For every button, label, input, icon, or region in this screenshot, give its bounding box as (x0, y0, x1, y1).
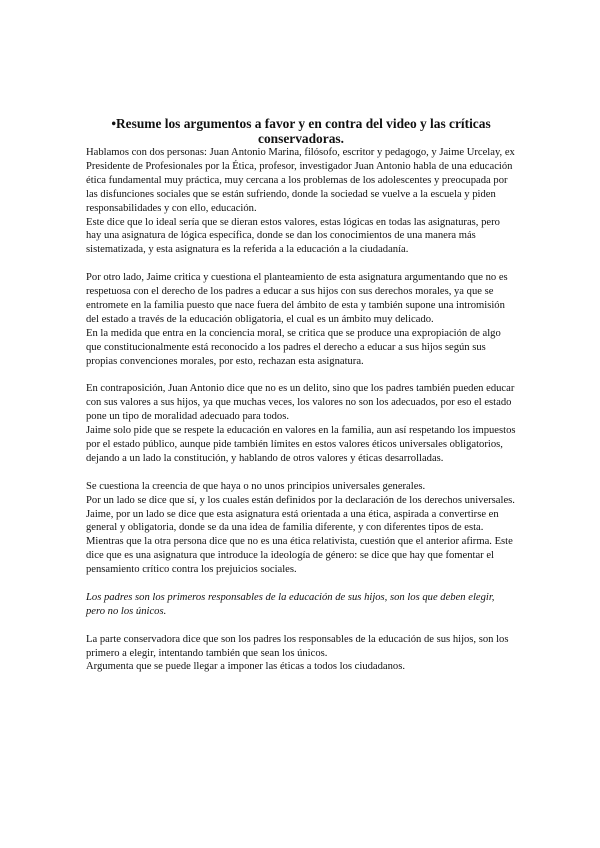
document-page (86, 116, 516, 674)
paragraph-jaime-pide: Jaime solo pide que se respete la educación en valores en la familia, aun así respetando los impuestos por el estado público, aunque pide también límites en estos valores éticos universales obligatorios, dejando a un lado la constitución, y hablando de otros valores y éticas desarrolladas. (86, 425, 516, 464)
paragraph-jaime-critica: Por otro lado, Jaime critica y cuestiona el planteamiento de esta asignatura argumentando que no es respetuosa con el derecho de los padres a educar a sus hijos con sus derechos morales, ya que se entromete en la familia puesto que nace fuera del ámbito de esta y también supone una intromisión del estado a través de la educación obligatoria, el cual es un ámbito muy delicado. (86, 272, 508, 325)
paragraph-quote: Los padres son los primeros responsables de la educación de sus hijos, son los que deben elegir, pero no los únicos. (86, 591, 495, 617)
paragraph-principios: Se cuestiona la creencia de que haya o no unos principios universales generales. (86, 480, 426, 492)
paragraph-imponer: Argumenta que se puede llegar a imponer las éticas a todos los ciudadanos. (86, 661, 405, 673)
paragraph-ideal: Este dice que lo ideal sería que se dieran estos valores, estas lógicas en todas las asignaturas, pero hay una asignatura de lógica específica, donde se dan los conocimientos de una manera más sistematizada, y esta asignatura es la referida a la educación a la ciudadanía. (86, 216, 500, 256)
paragraph-conservadora: La parte conservadora dice que son los padres los responsables de la educación de sus hijos, son los primero a elegir, intentando también que sean los únicos. (86, 633, 509, 659)
paragraph-derechos: Por un lado se dice que sí, y los cuales están definidos por la declaración de los derechos universales. (86, 494, 515, 506)
paragraph-intro: Hablamos con dos personas: Juan Antonio Marina, filósofo, escritor y pedagogo, y Jaime Urcelay, ex Presidente de Profesionales por la Ética, profesor, investigador Juan Antonio habla de una educación ética fundamental muy práctica, muy cercana a los problemas de los adolescentes y preocupada por las disfunciones sociales que se están sufriendo, donde la sociedad se vuelve a la escuela y piden responsabilidades y con ello, educación. (86, 147, 515, 214)
bullet: • (111, 116, 117, 131)
paragraph-conciencia-moral: En la medida que entra en la conciencia moral, se critica que se produce una expropiación de algo que constitucionalmente está reconocido a los padres el derecho a educar a sus hijos según sus propias convenciones morales, por esto, rechazan esta asignatura. (86, 327, 501, 367)
paragraph-etica-general: Jaime, por un lado se dice que esta asignatura está orientada a una ética, aspirada a convertirse en general y obligatoria, donde se da una idea de familia diferente, y con diferentes tipos de esta. (86, 508, 499, 534)
paragraph-relativista: Mientras que la otra persona dice que no es una ética relativista, cuestión que el anterior afirma. Este dice que es una asignatura que introduce la ideología de género: se dice que hay que fomentar el pensamiento crítico contra los prejuicios sociales. (86, 536, 513, 576)
title-text: Resume los argumentos a favor y en contra del video y las críticas conservadoras. (116, 116, 491, 146)
page-title (86, 116, 516, 146)
paragraph-contraposicion: En contraposición, Juan Antonio dice que no es un delito, sino que los padres también pueden educar con sus valores a sus hijos, ya que muchas veces, los valores no son los adecuados, por eso el estado pone un tipo de moralidad adecuado para todos. (86, 383, 515, 423)
